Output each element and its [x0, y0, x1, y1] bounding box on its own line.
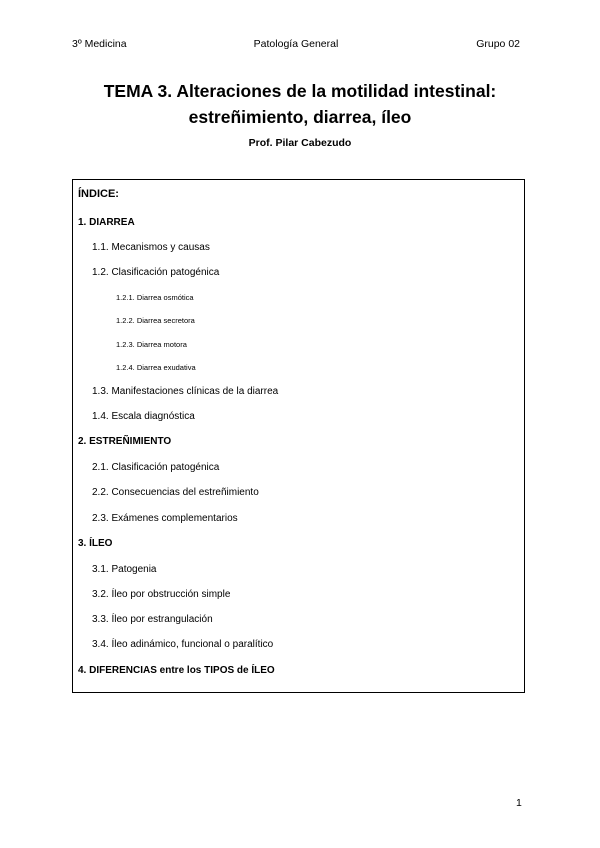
toc-item-1-2-1: 1.2.1. Diarrea osmótica	[116, 293, 194, 302]
author: Prof. Pilar Cabezudo	[248, 137, 352, 149]
toc-item-1: 1. DIARREA	[78, 217, 135, 228]
page-number: 1	[516, 797, 522, 809]
toc-item-1-1: 1.1. Mecanismos y causas	[92, 242, 210, 253]
title-line-1: TEMA 3. Alteraciones de la motilidad intestinal:	[103, 81, 497, 101]
toc-item-4: 4. DIFERENCIAS entre los TIPOS de ÍLEO	[78, 665, 275, 676]
toc-item-1-2-3: 1.2.3. Diarrea motora	[116, 340, 187, 349]
document-title	[60, 78, 540, 130]
header-subject: Patología General	[253, 38, 339, 50]
toc-item-1-3: 1.3. Manifestaciones clínicas de la diarrea	[92, 386, 279, 397]
toc-item-2-3: 2.3. Exámenes complementarios	[92, 513, 238, 524]
header-group: Grupo 02	[476, 38, 520, 50]
toc-item-1-4: 1.4. Escala diagnóstica	[92, 411, 195, 422]
page-header	[72, 38, 520, 52]
toc-item-3-4: 3.4. Íleo adinámico, funcional o paralítico	[92, 639, 274, 650]
toc-item-2-1: 2.1. Clasificación patogénica	[92, 462, 220, 473]
toc-item-1-2: 1.2. Clasificación patogénica	[92, 267, 220, 278]
toc-item-1-2-2: 1.2.2. Diarrea secretora	[116, 316, 195, 325]
toc-item-3-3: 3.3. Íleo por estrangulación	[92, 614, 213, 625]
header-course: 3º Medicina	[72, 38, 127, 50]
toc-item-2: 2. ESTREÑIMIENTO	[78, 436, 172, 447]
toc-item-2-2: 2.2. Consecuencias del estreñimiento	[92, 487, 259, 498]
title-line-2: estreñimiento, diarrea, íleo	[188, 107, 412, 127]
toc-item-3-2: 3.2. Íleo por obstrucción simple	[92, 589, 231, 600]
toc-item-3: 3. ÍLEO	[78, 538, 113, 549]
toc-item-1-2-4: 1.2.4. Diarrea exudativa	[116, 363, 196, 372]
toc-heading: ÍNDICE:	[78, 188, 119, 200]
toc-item-3-1: 3.1. Patogenia	[92, 564, 157, 575]
table-of-contents	[72, 179, 525, 693]
